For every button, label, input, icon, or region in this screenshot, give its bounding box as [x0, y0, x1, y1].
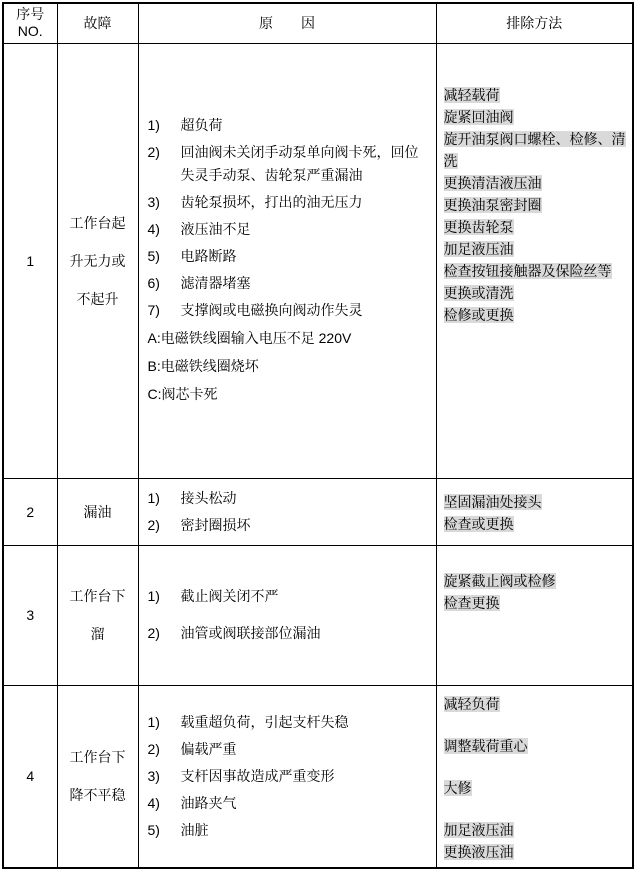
table-header-row: [3, 3, 633, 43]
cause-number: 7): [147, 302, 160, 318]
cause-text: 齿轮泵损坏，打出的油无压力: [180, 194, 363, 210]
cause-number: 1): [147, 117, 160, 133]
fault-line: 工作台起: [69, 214, 126, 231]
row-1-causes: [138, 43, 436, 478]
cause-text: 支撑阀或电磁换向阀动作失灵: [180, 302, 363, 318]
cause-text: 油脏: [180, 821, 209, 838]
fault-line: 降不平稳: [69, 787, 126, 803]
cause-number: 1): [147, 588, 160, 604]
row-2-fault: [57, 478, 138, 545]
header-remedy-label: 排除方法: [506, 14, 563, 31]
cause-number: 2): [147, 625, 160, 641]
troubleshooting-table: [2, 2, 634, 869]
cause-item: [148, 514, 432, 537]
row-2-causes: [138, 478, 436, 545]
cause-text: 超负荷: [180, 117, 223, 133]
remedy-item: 坚固漏油处接头: [443, 493, 542, 510]
cause-number: 5): [147, 248, 160, 264]
cause-text: 载重超负荷，引起支杆失稳: [180, 713, 349, 730]
table-row-1: [3, 43, 633, 478]
cause-text: 截止阀关闭不严: [180, 588, 279, 604]
cause-item: [148, 738, 432, 761]
row-1-no: 1: [3, 43, 57, 478]
header-cell-no: [3, 3, 57, 43]
cause-number: 2): [147, 740, 160, 757]
header-no-label-cn: 序号: [16, 6, 45, 23]
cause-text: 油路夹气: [180, 794, 237, 811]
cause-text: 油管或阀联接部位漏油: [180, 625, 321, 641]
header-cell-fault: [57, 3, 138, 43]
cause-number: 5): [147, 821, 160, 838]
row-4-causes: [138, 685, 436, 868]
cause-text: 密封圈损坏: [180, 516, 251, 533]
header-no-label-en: NO.: [17, 23, 43, 40]
cause-item: [148, 191, 432, 214]
cause-number: 2): [147, 144, 160, 160]
row-2-remedies: [436, 478, 633, 545]
remedy-item: 更换齿轮泵: [443, 218, 514, 235]
remedy-item: 调整载荷重心: [443, 737, 528, 754]
cause-text: 支杆因事故造成严重变形: [180, 767, 335, 784]
cause-number: 4): [147, 221, 160, 237]
table-row-3: [3, 545, 633, 685]
remedy-item: 更换液压油: [443, 843, 514, 860]
cause-item: [148, 245, 432, 268]
cause-item: [148, 299, 432, 322]
remedy-item: 检修或更换: [443, 306, 514, 323]
fault-line: 工作台下: [69, 749, 126, 765]
row-4-fault: [57, 685, 138, 868]
cause-item: [148, 272, 432, 295]
remedy-item: 加足液压油: [443, 821, 514, 838]
table-row-2: [3, 478, 633, 545]
cause-text: 接头松动: [180, 489, 237, 506]
cause-item: [148, 218, 432, 241]
row-1-remedies: [436, 43, 633, 478]
table-row-4: [3, 685, 633, 868]
remedy-item: 旋紧回油阀: [443, 108, 514, 125]
cause-item: [148, 711, 432, 734]
cause-item: [148, 585, 432, 608]
remedy-item: 更换清洁液压油: [443, 174, 542, 191]
cause-item: [148, 792, 432, 815]
fault-line: 升无力或: [69, 252, 126, 269]
remedy-item: 加足液压油: [443, 240, 514, 257]
cause-item: [148, 114, 432, 137]
cause-note-c: C:阀芯卡死: [147, 386, 218, 402]
remedy-item: 检查按钮接触器及保险丝等: [443, 262, 612, 279]
cause-item: [148, 141, 432, 187]
cause-number: 1): [147, 713, 160, 730]
cause-note-a: A:电磁铁线圈输入电压不足 220V: [147, 330, 352, 346]
cause-note-b: B:电磁铁线圈烧坏: [147, 358, 259, 374]
cause-number: 6): [147, 275, 160, 291]
header-cause-label: 原 因: [259, 14, 315, 31]
header-fault-label: 故障: [83, 14, 112, 31]
remedy-item: 减轻负荷: [443, 695, 500, 712]
cause-item: [148, 487, 432, 510]
cause-text: 滤清器堵塞: [180, 275, 251, 291]
remedy-item: 检查或更换: [443, 515, 514, 532]
cause-item: [148, 622, 432, 645]
header-cell-cause: [138, 3, 436, 43]
row-3-causes: [138, 545, 436, 685]
cause-text: 液压油不足: [180, 221, 251, 237]
fault-line: 溜: [90, 626, 105, 642]
row-3-remedies: [436, 545, 633, 685]
cause-number: 4): [147, 794, 160, 811]
cause-item: [148, 819, 432, 842]
remedy-item: 更换或清洗: [443, 284, 514, 301]
remedy-item: 检查更换: [443, 594, 500, 611]
remedy-item: 更换油泵密封圈: [443, 196, 542, 213]
cause-text: 电路断路: [180, 248, 237, 264]
row-4-no: 4: [3, 685, 57, 868]
row-4-remedies: [436, 685, 633, 868]
fault-line: 不起升: [76, 290, 119, 307]
cause-number: 1): [147, 489, 160, 506]
cause-number: 3): [147, 767, 160, 784]
remedy-item: 旋开油泵阀口螺栓、检修、清洗: [443, 130, 626, 169]
cause-number: 2): [147, 516, 160, 533]
row-3-no: 3: [3, 545, 57, 685]
remedy-item: 旋紧截止阀或检修: [443, 572, 556, 589]
remedy-item: 大修: [443, 779, 472, 796]
cause-text: 回油阀未关闭手动泵单向阀卡死，回位失灵手动泵、齿轮泵严重漏油: [180, 144, 419, 183]
cause-number: 3): [147, 194, 160, 210]
header-cell-remedy: [436, 3, 633, 43]
row-2-no: 2: [3, 478, 57, 545]
fault-line: 工作台下: [69, 588, 126, 604]
row-1-fault: [57, 43, 138, 478]
remedy-item: 减轻载荷: [443, 86, 500, 103]
fault-line: 漏油: [83, 503, 112, 520]
cause-item: [148, 765, 432, 788]
cause-text: 偏载严重: [180, 740, 237, 757]
row-3-fault: [57, 545, 138, 685]
